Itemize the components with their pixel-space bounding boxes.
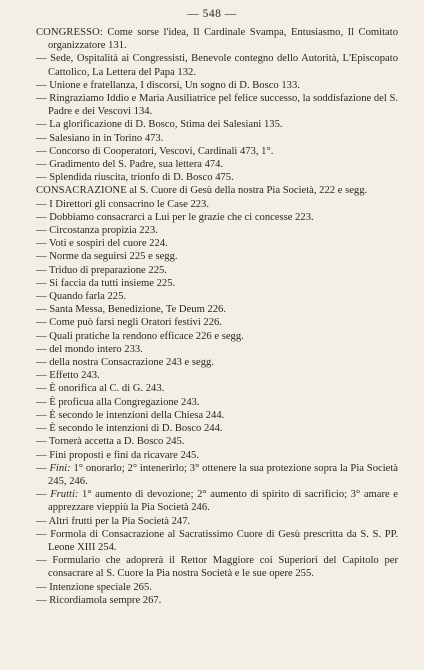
entry-text: Intenzione speciale 265. (46, 581, 152, 593)
entry-text: Ricordiamola sempre 267. (46, 594, 162, 606)
index-entry (36, 92, 398, 118)
entry-text: del mondo intero 233. (46, 343, 143, 355)
entry-text: Come può farsi negli Oratori festivi 226. (46, 317, 222, 329)
entry-text: Come sorse l'idea, Il Cardinale Svampa, Entusiasmo, Il Comitato organizzatore 131. (48, 27, 398, 52)
entry-dash: — (36, 594, 47, 606)
index-entry (36, 449, 398, 462)
entry-dash: — (36, 172, 47, 184)
entry-dash: — (36, 343, 47, 355)
index-entry (36, 250, 398, 263)
entry-text: Ringraziamo Iddio e Maria Ausiliatrice pel felice successo, la soddisfazione del S. Padre e dei Vescovi 134. (46, 93, 398, 118)
entry-text: Altri frutti per la Pia Società 247. (46, 515, 191, 527)
index-entry (36, 277, 398, 290)
entry-dash: — (36, 489, 47, 501)
entry-dash: — (36, 423, 47, 435)
entry-dash: — (36, 264, 47, 276)
entry-dash: — (36, 304, 47, 316)
index-entry (36, 264, 398, 277)
index-entry (36, 26, 398, 52)
page-number: — 548 — (187, 8, 237, 20)
index-entry (36, 303, 398, 316)
index-entry (36, 422, 398, 435)
entry-text: della nostra Consacrazione 243 e segg. (46, 357, 214, 369)
entry-dash: — (36, 515, 47, 527)
index-entry (36, 184, 398, 197)
entry-dash: — (36, 449, 47, 461)
entry-text: Norme da seguirsi 225 e segg. (46, 251, 178, 263)
entry-text: Quando farla 225. (46, 291, 127, 303)
entry-dash: — (36, 211, 47, 223)
index-entry (36, 198, 398, 211)
entry-text: al S. Cuore di Gesù della nostra Pia Società, 222 e segg. (126, 185, 368, 197)
entry-dash: — (36, 291, 47, 303)
entry-dash: — (36, 436, 47, 448)
entry-dash: — (36, 409, 47, 421)
index-entry (36, 132, 398, 145)
entry-dash: — (36, 132, 47, 144)
index-entry (36, 79, 398, 92)
index-entry (36, 118, 398, 131)
entry-text: 1° aumento di devozione; 2° aumento di spirito di sacrificio; 3° amare e apprezzare vieppiù la Pia Società 246. (48, 489, 398, 514)
entry-dash: — (36, 198, 47, 210)
index-entry (36, 171, 398, 184)
entry-text: Concorso di Cooperatori, Vescovi, Cardinali 473, 1°. (46, 145, 274, 157)
entry-dash: — (36, 238, 47, 250)
entry-text: Salesiano in in Torino 473. (46, 132, 164, 144)
entry-text: Dobbiamo consacrarci a Lui per le grazie che ci concesse 223. (46, 211, 314, 223)
entry-dash: — (36, 93, 47, 105)
entry-dash: — (36, 462, 47, 474)
entry-dash: — (36, 145, 47, 157)
index-entry (36, 237, 398, 250)
entry-text: Tornerà accetta a D. Bosco 245. (46, 436, 185, 448)
entry-text: Sede, Ospitalità ai Congressisti, Benevole contegno dello Autorità, L'Episcopato Cattolico, La Lettera del Papa 132. (46, 53, 398, 78)
entry-dash: — (36, 330, 47, 342)
entry-dash: — (36, 277, 47, 289)
index-entry (36, 409, 398, 422)
index-entry (36, 290, 398, 303)
entry-text: Formola di Consacrazione al Sacratissimo Cuore di Gesù prescritta da S. S. PP. Leone XIII 254. (46, 528, 398, 553)
subject-index (36, 26, 398, 607)
entry-dash: — (36, 383, 47, 395)
index-heading: CONGRESSO: (36, 27, 103, 38)
entry-dash: — (36, 396, 47, 408)
index-entry (36, 594, 398, 607)
index-entry (36, 488, 398, 514)
entry-dash: — (36, 119, 47, 131)
entry-dash: — (36, 79, 47, 91)
index-entry (36, 554, 398, 580)
entry-text: È secondo le intenzioni di D. Bosco 244. (46, 423, 223, 435)
index-entry (36, 158, 398, 171)
entry-dash: — (36, 555, 47, 567)
entry-text: Formulario che adoprerà il Rettor Maggiore coi Superiori del Capitolo per consacrare al S. Cuore la Pia nostra Società e le sue opere 255. (46, 555, 398, 580)
entry-text: Splendida riuscita, trionfo di D. Bosco 475. (46, 172, 234, 184)
entry-text: Unione e fratellanza, I discorsi, Un sogno di D. Bosco 133. (46, 79, 300, 91)
entry-dash: — (36, 225, 47, 237)
entry-label: Frutti: (46, 489, 79, 501)
index-heading: CONSACRAZIONE (36, 185, 127, 197)
entry-dash: — (36, 53, 47, 65)
index-entry (36, 343, 398, 356)
index-entry (36, 330, 398, 343)
entry-text: È proficua alla Congregazione 243. (46, 396, 200, 408)
index-entry (36, 528, 398, 554)
entry-text: 1° onorarlo; 2° intenerirlo; 3° ottenere la sua protezione sopra la Pia Società 245, 246. (48, 462, 398, 487)
index-entry (36, 581, 398, 594)
entry-dash: — (36, 159, 47, 171)
entry-dash: — (36, 581, 47, 593)
entry-text: Quali pratiche la rendono efficace 226 e segg. (46, 330, 244, 342)
entry-text: Gradimento del S. Padre, sua lettera 474. (46, 159, 224, 171)
entry-dash: — (36, 317, 47, 329)
entry-text: Santa Messa, Benedizione, Te Deum 226. (46, 304, 227, 316)
entry-text: Circostanza propizia 223. (46, 225, 158, 237)
index-entry (36, 382, 398, 395)
entry-text: È secondo le intenzioni della Chiesa 244. (46, 409, 225, 421)
entry-text: Effetto 243. (46, 370, 100, 382)
entry-dash: — (36, 370, 47, 382)
index-entry (36, 396, 398, 409)
index-entry (36, 515, 398, 528)
index-entry (36, 224, 398, 237)
entry-text: La glorificazione di D. Bosco, Stima dei Salesiani 135. (46, 119, 283, 131)
entry-dash: — (36, 528, 47, 540)
entry-dash: — (36, 251, 47, 263)
entry-text: Si faccia da tutti insieme 225. (46, 277, 176, 289)
index-entry (36, 462, 398, 488)
index-entry (36, 316, 398, 329)
entry-text: Fini proposti e fini da ricavare 245. (46, 449, 199, 461)
entry-dash: — (36, 357, 47, 369)
entry-label: Fini: (46, 462, 71, 474)
entry-text: Triduo di preparazione 225. (46, 264, 167, 276)
index-entry (36, 356, 398, 369)
index-entry (36, 211, 398, 224)
entry-text: I Direttori gli consacrino le Case 223. (46, 198, 209, 210)
entry-text: Voti e sospiri del cuore 224. (46, 238, 168, 250)
index-entry (36, 369, 398, 382)
entry-text: È onorifica al C. di G. 243. (46, 383, 165, 395)
index-entry (36, 145, 398, 158)
index-entry (36, 52, 398, 78)
index-entry (36, 435, 398, 448)
